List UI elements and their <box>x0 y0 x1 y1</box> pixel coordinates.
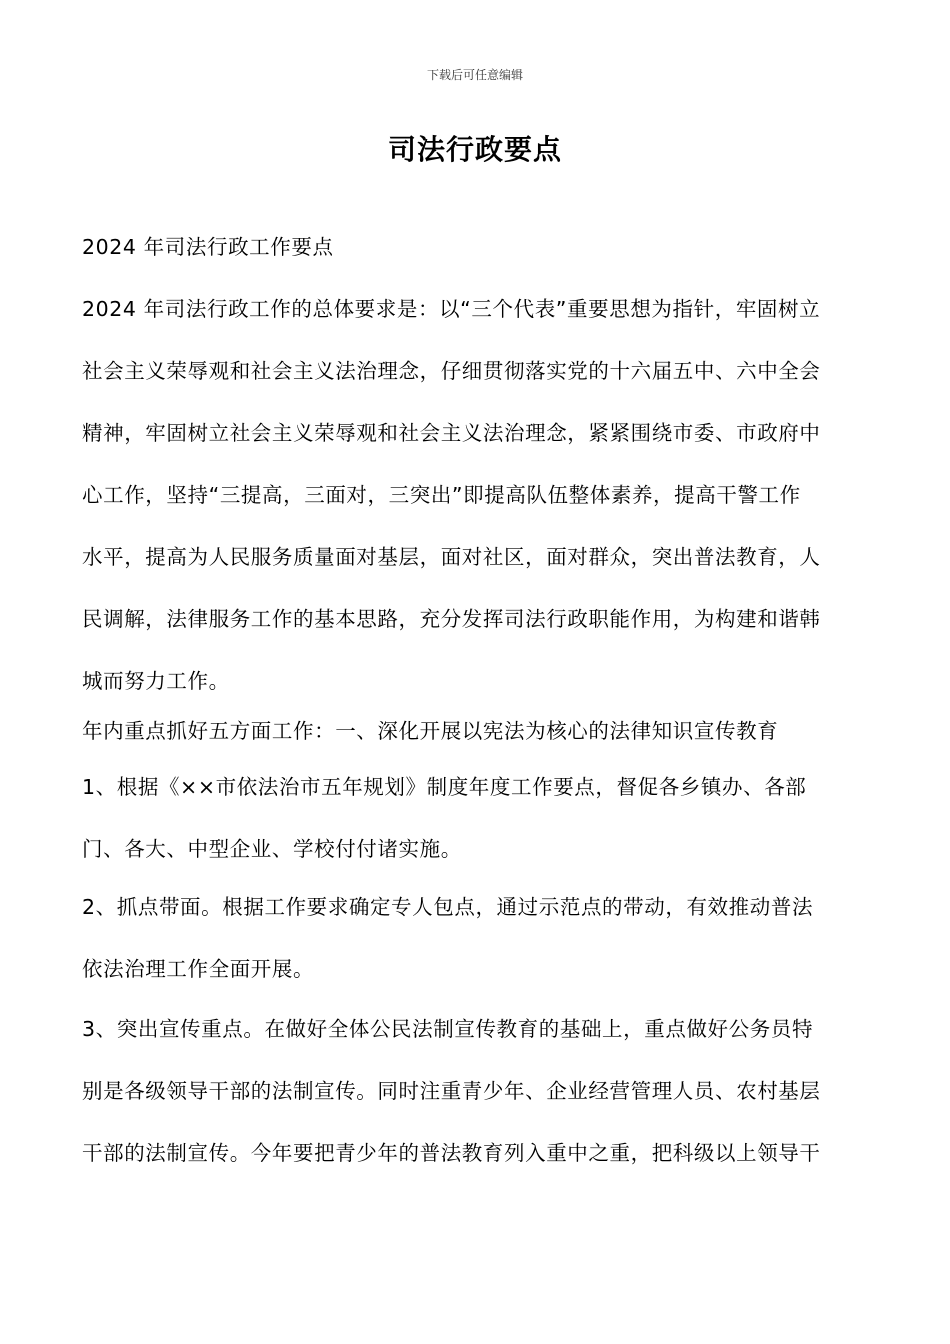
text-line: 2、抓点带面。根据工作要求确定专人包点，通过示范点的带动，有效推动普法 <box>82 895 814 919</box>
text-line: 心工作，坚持“三提高，三面对，三突出”即提高队伍整体素养，提高干警工作 <box>82 483 801 507</box>
paragraph-item-1 <box>82 756 870 880</box>
paragraph-overall-requirements <box>82 278 870 712</box>
text-line: 2024 年司法行政工作的总体要求是：以“三个代表”重要思想为指针，牢固树立 <box>82 297 821 321</box>
paragraph-subtitle <box>82 216 870 278</box>
text-line: 民调解，法律服务工作的基本思路，充分发挥司法行政职能作用，为构建和谐韩 <box>82 607 821 631</box>
paragraph-item-3 <box>82 998 870 1184</box>
text-line: 1、根据《××市依法治市五年规划》制度年度工作要点，督促各乡镇办、各部 <box>82 775 807 799</box>
document-title: 司法行政要点 <box>387 133 562 166</box>
text-line: 门、各大、中型企业、学校付付诸实施。 <box>82 837 462 861</box>
text-line: 年内重点抓好五方面工作：一、深化开展以宪法为核心的法律知识宣传教育 <box>82 719 779 743</box>
text-line: 干部的法制宣传。今年要把青少年的普法教育列入重中之重，把科级以上领导干 <box>82 1141 821 1165</box>
text-line: 城而努力工作。 <box>82 669 230 693</box>
paragraph-item-2 <box>82 876 870 1000</box>
text-line: 水平，提高为人民服务质量面对基层，面对社区，面对群众，突出普法教育，人 <box>82 545 821 569</box>
paragraph-key-work <box>82 700 870 762</box>
text-line: 别是各级领导干部的法制宣传。同时注重青少年、企业经营管理人员、农村基层 <box>82 1079 821 1103</box>
text-line: 2024 年司法行政工作要点 <box>82 235 334 259</box>
text-line: 依法治理工作全面开展。 <box>82 957 315 981</box>
text-line: 精神，牢固树立社会主义荣辱观和社会主义法治理念，紧紧围绕市委、市政府中 <box>82 421 821 445</box>
text-line: 社会主义荣辱观和社会主义法治理念，仔细贯彻落实党的十六届五中、六中全会 <box>82 359 821 383</box>
text-line: 3、突出宣传重点。在做好全体公民法制宣传教育的基础上，重点做好公务员特 <box>82 1017 814 1041</box>
header-note: 下载后可任意编辑 <box>426 68 523 82</box>
